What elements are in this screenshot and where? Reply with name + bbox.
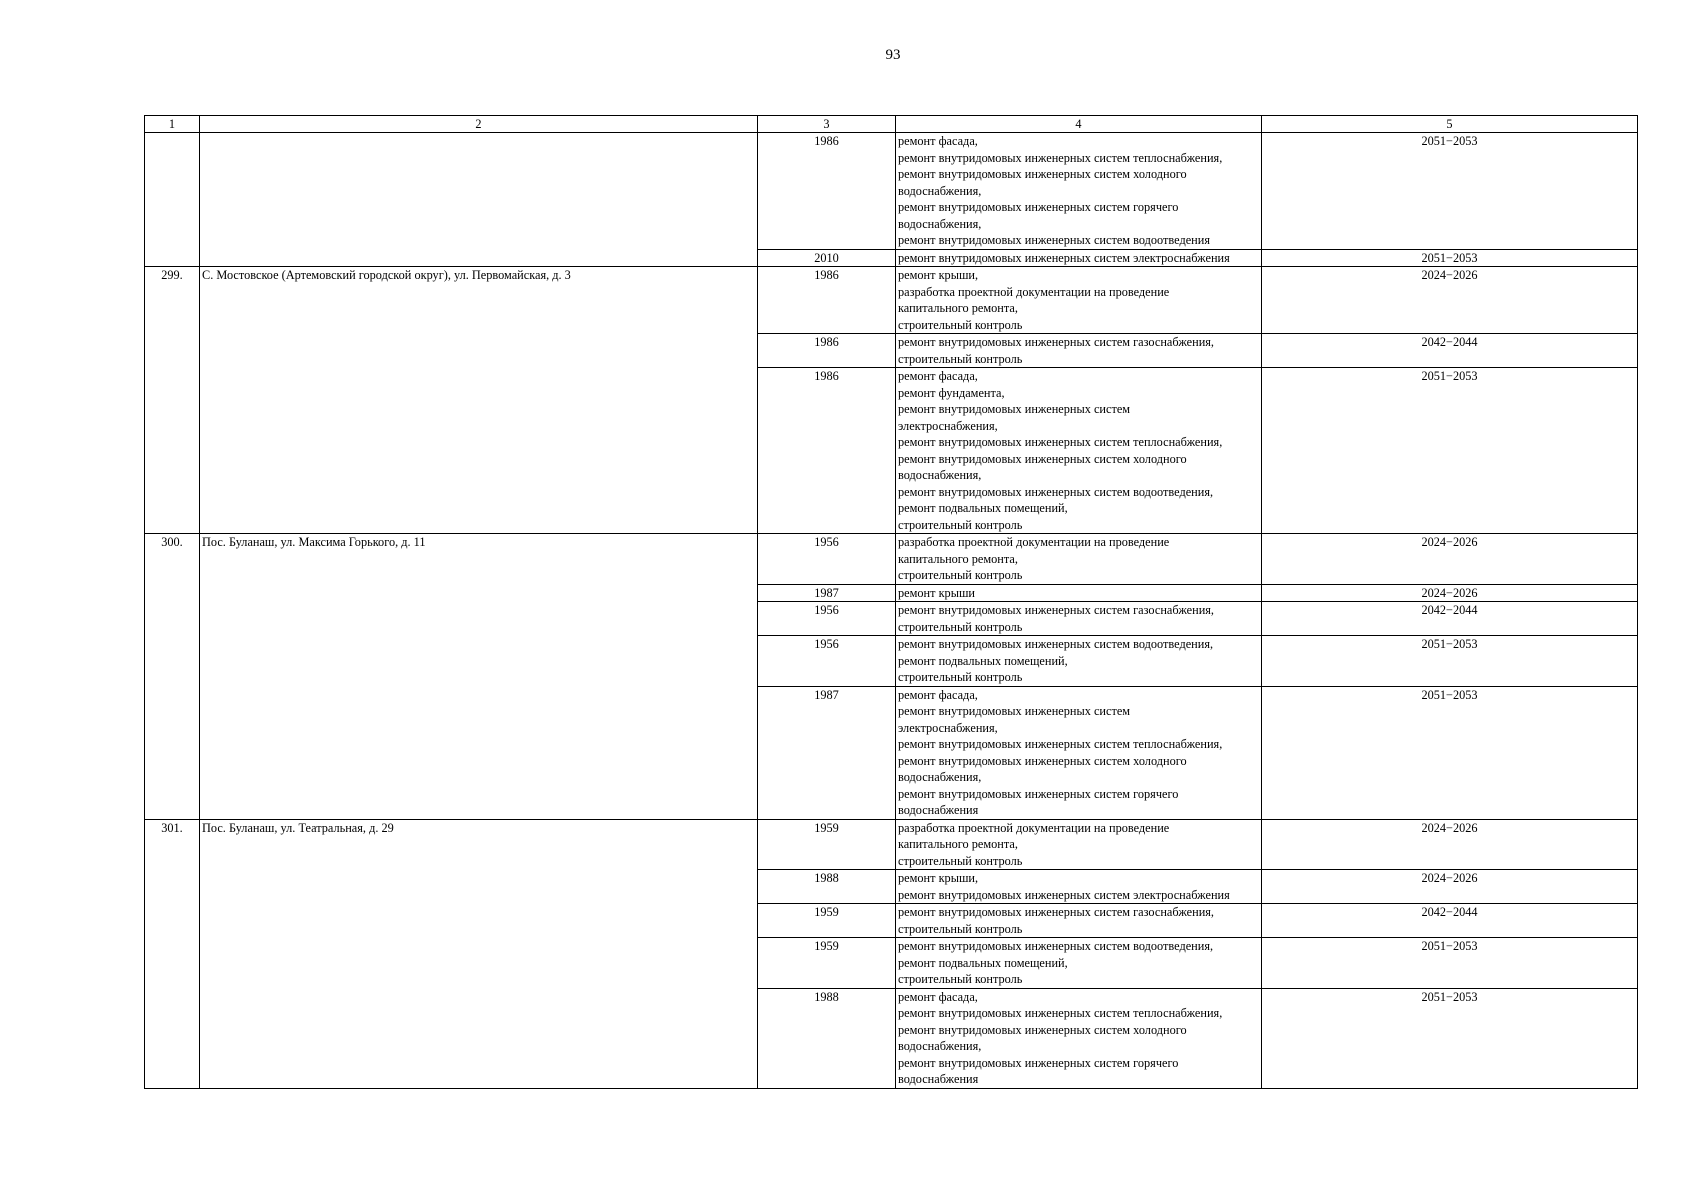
work-line: строительный контроль (898, 351, 1023, 366)
work-line: ремонт подвальных помещений, (898, 653, 1068, 668)
work-line: ремонт фасада, (898, 687, 978, 702)
work-line: ремонт фасада, (898, 369, 978, 383)
work-line: ремонт внутридомовых инженерных систем холодного (898, 167, 1187, 181)
work-line: электроснабжения, (898, 418, 998, 433)
year-cell: 1986 (758, 133, 896, 250)
column-number: 5 (1262, 116, 1638, 133)
work-line: ремонт подвальных помещений, (898, 501, 1068, 515)
work-line: строительный контроль (898, 670, 1023, 684)
table-row (145, 819, 1638, 870)
work-line: электроснабжения, (898, 720, 998, 735)
work-line: капитального ремонта, (898, 301, 1018, 315)
work-line: ремонт крыши, (898, 268, 979, 282)
work-line: ремонт внутридомовых инженерных систем водоотведения, (898, 939, 1214, 953)
table-body (145, 116, 1638, 1089)
works-cell (896, 636, 1262, 687)
building-address: Пос. Буланаш, ул. Театральная, д. 29 (200, 819, 758, 1088)
year-cell: 2010 (758, 249, 896, 267)
period-cell: 2051−2053 (1262, 636, 1638, 687)
year-cell: 1988 (758, 870, 896, 904)
work-line: ремонт внутридомовых инженерных систем электроснабжения (898, 250, 1230, 265)
year-cell: 1986 (758, 368, 896, 534)
table-row (145, 133, 1638, 250)
table-row (145, 534, 1638, 585)
year-cell: 1987 (758, 584, 896, 602)
year-cell: 1956 (758, 534, 896, 585)
work-line: ремонт внутридомовых инженерных систем теплоснабжения, (898, 737, 1223, 751)
work-line: ремонт внутридомовых инженерных систем (898, 402, 1131, 416)
work-line: строительный контроль (898, 972, 1023, 986)
year-cell: 1959 (758, 938, 896, 989)
works-cell (896, 904, 1262, 938)
works-cell (896, 249, 1262, 267)
work-line: ремонт внутридомовых инженерных систем (898, 704, 1131, 718)
column-number: 3 (758, 116, 896, 133)
work-line: ремонт внутридомовых инженерных систем водоотведения, (898, 637, 1214, 651)
works-cell (896, 334, 1262, 368)
work-line: строительный контроль (898, 317, 1023, 332)
work-line: ремонт внутридомовых инженерных систем горячего (898, 786, 1179, 801)
work-line: ремонт внутридомовых инженерных систем теплоснабжения, (898, 435, 1223, 449)
work-line: ремонт крыши, (898, 871, 979, 885)
period-cell: 2042−2044 (1262, 904, 1638, 938)
column-number: 2 (200, 116, 758, 133)
column-number-row (145, 116, 1638, 133)
period-cell: 2024−2026 (1262, 267, 1638, 334)
period-cell: 2042−2044 (1262, 602, 1638, 636)
period-cell: 2051−2053 (1262, 249, 1638, 267)
work-line: разработка проектной документации на проведение (898, 284, 1170, 299)
work-line: ремонт внутридомовых инженерных систем электроснабжения (898, 887, 1230, 902)
period-cell: 2042−2044 (1262, 334, 1638, 368)
work-line: ремонт внутридомовых инженерных систем газоснабжения, (898, 905, 1215, 919)
works-cell (896, 870, 1262, 904)
works-cell (896, 988, 1262, 1088)
item-number: 301. (145, 819, 200, 1088)
item-number (145, 133, 200, 267)
building-address: Пос. Буланаш, ул. Максима Горького, д. 11 (200, 534, 758, 820)
page-number: 93 (885, 47, 901, 63)
period-cell: 2024−2026 (1262, 870, 1638, 904)
work-line: ремонт внутридомовых инженерных систем холодного (898, 451, 1187, 466)
period-cell: 2051−2053 (1262, 368, 1638, 534)
works-cell (896, 819, 1262, 870)
work-line: ремонт внутридомовых инженерных систем горячего (898, 1055, 1179, 1070)
work-line: водоснабжения, (898, 770, 982, 784)
work-line: водоснабжения (898, 803, 979, 817)
year-cell: 1956 (758, 636, 896, 687)
work-line: водоснабжения, (898, 468, 982, 482)
work-line: строительный контроль (898, 517, 1023, 532)
period-cell: 2051−2053 (1262, 938, 1638, 989)
works-cell (896, 267, 1262, 334)
item-number: 299. (145, 267, 200, 534)
work-line: разработка проектной документации на проведение (898, 535, 1170, 549)
year-cell: 1959 (758, 819, 896, 870)
work-line: разработка проектной документации на проведение (898, 820, 1170, 835)
works-cell (896, 686, 1262, 819)
works-cell (896, 534, 1262, 585)
work-line: ремонт фасада, (898, 989, 978, 1004)
work-line: ремонт внутридомовых инженерных систем теплоснабжения, (898, 150, 1223, 165)
year-cell: 1986 (758, 267, 896, 334)
work-line: строительный контроль (898, 619, 1023, 634)
work-line: водоснабжения (898, 1072, 979, 1086)
work-line: ремонт внутридомовых инженерных систем газоснабжения, (898, 603, 1215, 617)
column-number: 4 (896, 116, 1262, 133)
works-cell (896, 938, 1262, 989)
work-line: ремонт внутридомовых инженерных систем водоотведения (898, 233, 1210, 247)
period-cell: 2024−2026 (1262, 819, 1638, 870)
work-line: водоснабжения, (898, 1039, 982, 1053)
work-line: строительный контроль (898, 568, 1023, 582)
year-cell: 1959 (758, 904, 896, 938)
period-cell: 2051−2053 (1262, 988, 1638, 1088)
work-line: строительный контроль (898, 853, 1023, 868)
column-number: 1 (145, 116, 200, 133)
work-line: ремонт подвальных помещений, (898, 955, 1068, 970)
work-line: ремонт внутридомовых инженерных систем водоотведения, (898, 484, 1214, 499)
year-cell: 1986 (758, 334, 896, 368)
table-row (145, 267, 1638, 334)
work-line: строительный контроль (898, 921, 1023, 936)
works-cell (896, 602, 1262, 636)
year-cell: 1956 (758, 602, 896, 636)
period-cell: 2051−2053 (1262, 133, 1638, 250)
period-cell: 2051−2053 (1262, 686, 1638, 819)
period-cell: 2024−2026 (1262, 534, 1638, 585)
work-line: ремонт внутридомовых инженерных систем газоснабжения, (898, 335, 1215, 349)
work-line: ремонт фундамента, (898, 385, 1005, 400)
year-cell: 1988 (758, 988, 896, 1088)
work-line: ремонт крыши (898, 585, 975, 600)
item-number: 300. (145, 534, 200, 820)
work-line: водоснабжения, (898, 183, 982, 198)
year-cell: 1987 (758, 686, 896, 819)
building-address: С. Мостовское (Артемовский городской округ), ул. Первомайская, д. 3 (200, 267, 758, 534)
capital-repair-table (144, 115, 1638, 1089)
work-line: капитального ремонта, (898, 551, 1018, 566)
work-line: ремонт фасада, (898, 134, 978, 148)
work-line: капитального ремонта, (898, 837, 1018, 851)
work-line: ремонт внутридомовых инженерных систем холодного (898, 753, 1187, 768)
work-line: ремонт внутридомовых инженерных систем холодного (898, 1022, 1187, 1037)
work-line: ремонт внутридомовых инженерных систем горячего (898, 200, 1179, 214)
works-cell (896, 584, 1262, 602)
work-line: водоснабжения, (898, 216, 982, 231)
works-cell (896, 368, 1262, 534)
building-address (200, 133, 758, 267)
work-line: ремонт внутридомовых инженерных систем теплоснабжения, (898, 1006, 1223, 1020)
works-cell (896, 133, 1262, 250)
period-cell: 2024−2026 (1262, 584, 1638, 602)
